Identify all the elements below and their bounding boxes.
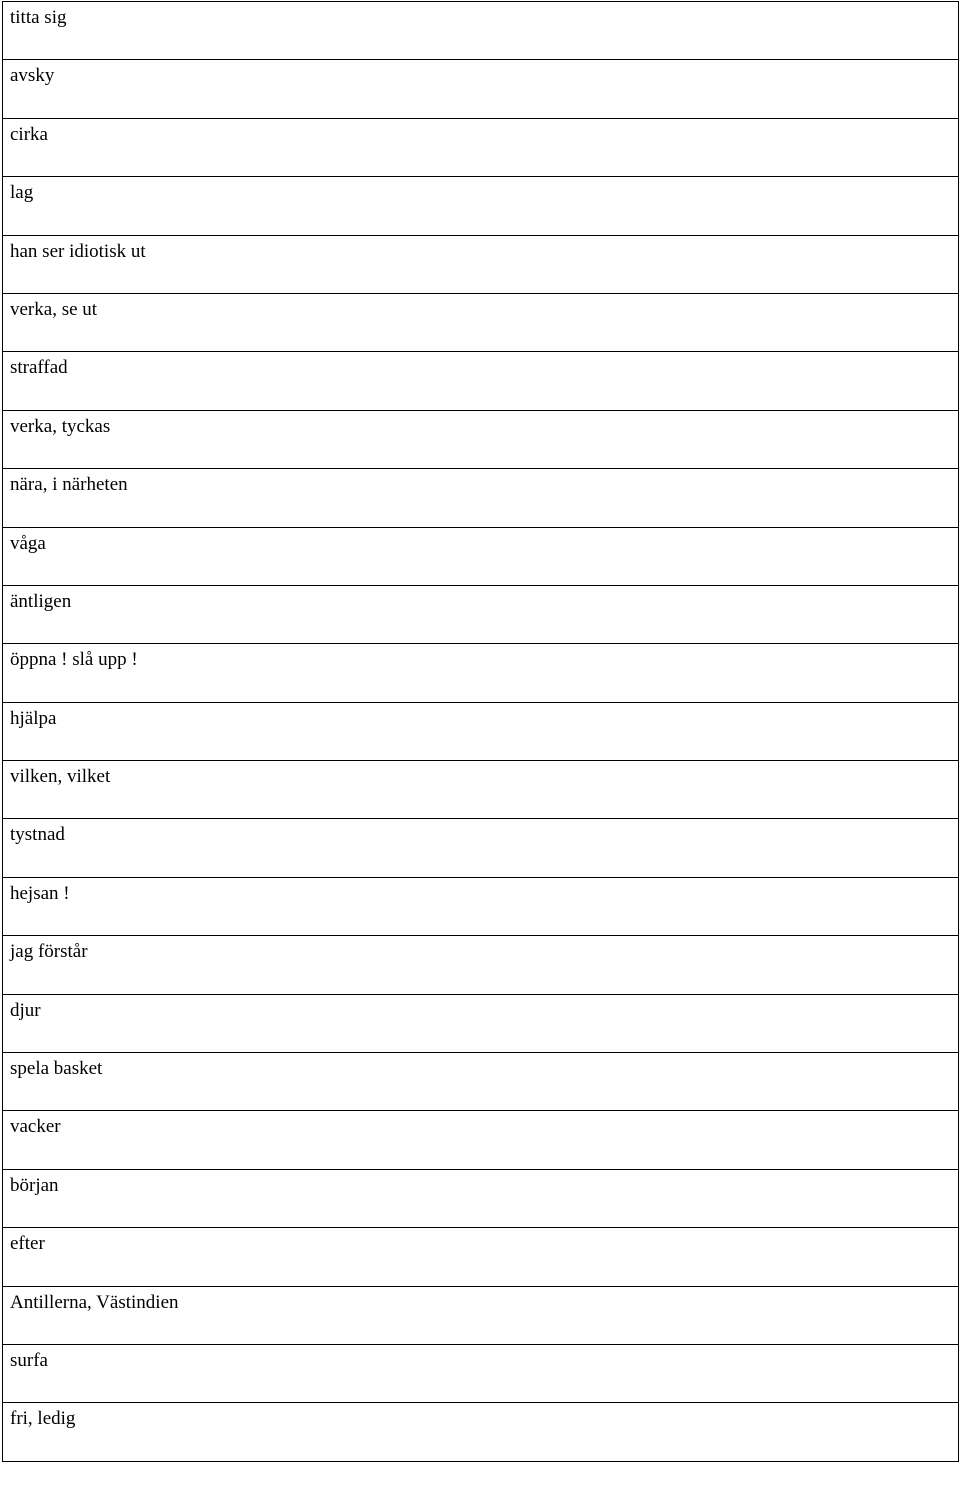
table-row [3, 294, 958, 352]
table-row [3, 761, 958, 819]
row-text: hjälpa [10, 707, 57, 729]
table-row [3, 469, 958, 527]
table-row [3, 586, 958, 644]
row-text: våga [10, 532, 46, 554]
row-text: äntligen [10, 590, 72, 612]
row-text: vacker [10, 1116, 61, 1138]
table-row [3, 2, 958, 60]
table-row [3, 528, 958, 586]
table-row [3, 236, 958, 294]
table-row [3, 703, 958, 761]
vocabulary-table [2, 1, 959, 1462]
row-text: efter [10, 1233, 45, 1255]
table-row [3, 177, 958, 235]
row-text: vilken, vilket [10, 766, 111, 788]
table-row [3, 352, 958, 410]
table-row [3, 119, 958, 177]
table-row [3, 936, 958, 994]
table-row [3, 1345, 958, 1403]
row-text: lag [10, 182, 34, 204]
table-row [3, 411, 958, 469]
table-row [3, 878, 958, 936]
row-text: verka, tyckas [10, 415, 111, 437]
row-text: början [10, 1174, 59, 1196]
row-text: tystnad [10, 824, 65, 846]
row-text: öppna ! slå upp ! [10, 649, 138, 671]
table-row [3, 644, 958, 702]
row-text: verka, se ut [10, 298, 98, 320]
row-text: Antillerna, Västindien [10, 1291, 179, 1313]
row-text: spela basket [10, 1058, 103, 1080]
table-row [3, 1053, 958, 1111]
table-row [3, 1228, 958, 1286]
row-text: surfa [10, 1349, 48, 1371]
row-text: straffad [10, 357, 68, 379]
table-row [3, 819, 958, 877]
row-text: nära, i närheten [10, 474, 128, 496]
row-text: djur [10, 999, 41, 1021]
row-text: jag förstår [10, 941, 88, 963]
table-row [3, 1287, 958, 1345]
table-row [3, 60, 958, 118]
row-text: avsky [10, 65, 55, 87]
table-row [3, 1403, 958, 1461]
row-text: cirka [10, 123, 48, 145]
row-text: titta sig [10, 7, 67, 28]
table-row [3, 995, 958, 1053]
row-text: fri, ledig [10, 1408, 76, 1430]
row-text: han ser idiotisk ut [10, 240, 146, 262]
row-text: hejsan ! [10, 882, 70, 904]
table-row [3, 1111, 958, 1169]
table-row [3, 1170, 958, 1228]
